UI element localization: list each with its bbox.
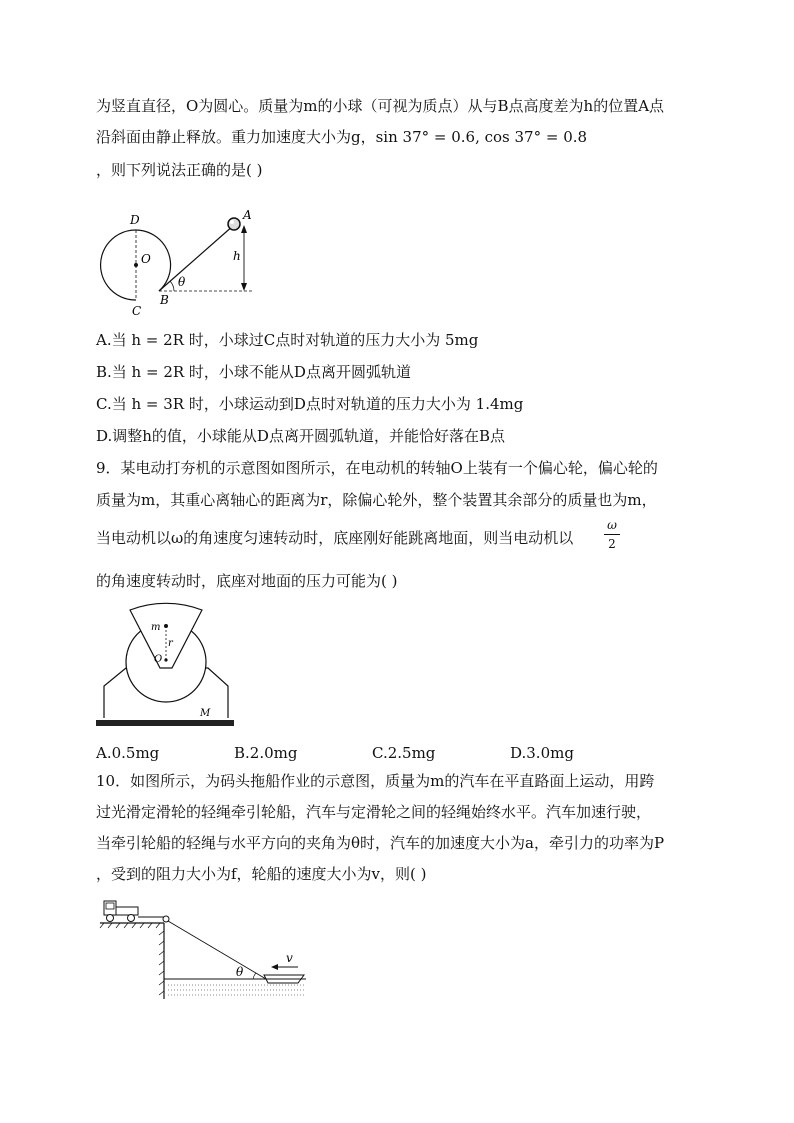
q9-line-1: 9．某电动打夯机的示意图如图所示，在电动机的转轴O上装有一个偏心轮，偏心轮的 [96,459,658,477]
q10-line-1: 10．如图所示，为码头拖船作业的示意图，质量为m的汽车在平直路面上运动，用跨 [96,772,655,790]
q9-fraction-numerator: ω [607,518,617,532]
q10-dock-hatch [100,923,160,928]
q9-line-3: 当电动机以ω的角速度匀速转动时，底座刚好能跳离地面，则当电动机以 [96,529,574,547]
q8-option-d: D.调整h的值，小球能从D点离开圆弧轨道，并能恰好落在B点 [96,427,505,445]
q9-option-c: C.2.5mg [372,744,436,762]
q9-line-2: 质量为m，其重心离轴心的距离为r，除偏心轮外，整个装置其余部分的质量也为m， [96,491,657,509]
q9-ground [96,720,234,726]
q8-center-dot [134,263,138,267]
q8-label-d: D [130,213,140,227]
q10-label-theta: θ [236,965,244,979]
q9-label-r: r [168,638,173,649]
q10-car [104,901,138,922]
q8-line-3: ，则下列说法正确的是( ) [96,161,263,179]
q10-line-3: 当牵引轮船的轻绳与水平方向的夹角为θ时，汽车的加速度大小为a，牵引力的功率为P [96,834,665,852]
q8-label-theta: θ [178,275,186,289]
q9-axis-dot [164,658,167,661]
q10-figure [98,895,310,1005]
q10-label-v: v [286,951,293,965]
q8-label-c: C [132,304,142,318]
q8-option-b: B.当 h = 2R 时，小球不能从D点离开圆弧轨道 [96,363,411,381]
q9-option-d: D.3.0mg [510,744,574,762]
q8-label-h: h [233,249,241,263]
q9-option-b: B.2.0mg [234,744,298,762]
q10-line-2: 过光滑定滑轮的轻绳牵引轮船，汽车与定滑轮之间的轻绳始终水平。汽车加速行驶， [96,803,652,821]
q8-ball [228,218,240,230]
q9-fraction [604,518,620,551]
q8-label-b: B [160,293,169,307]
q9-line-4: 的角速度转动时，底座对地面的压力可能为( ) [96,572,398,590]
q9-label-m: m [151,622,161,633]
q8-line-1: 为竖直直径，O为圆心。质量为m的小球（可视为质点）从与B点高度差为h的位置A点 [96,97,665,115]
q8-option-c: C.当 h = 3R 时，小球运动到D点时对轨道的压力大小为 1.4mg [96,395,524,413]
q10-inclined-rope [168,921,266,979]
q8-line-2: 沿斜面由静止释放。重力加速度大小为g，sin 37° = 0.6, cos 37° = 0.8 [96,128,588,146]
q9-fraction-denominator: 2 [608,537,616,551]
q8-label-a: A [243,208,252,222]
q9-figure [96,600,238,735]
q9-label-m-base: M [200,708,211,719]
q8-figure [96,205,266,320]
q8-option-a: A.当 h = 2R 时，小球过C点时对轨道的压力大小为 5mg [96,331,479,349]
q8-label-o: O [141,252,151,266]
q9-option-a: A.0.5mg [96,744,160,762]
q10-water-dots [168,985,306,995]
q9-label-o: O [154,654,163,665]
q10-line-4: ，受到的阻力大小为f，轮船的速度大小为v，则( ) [96,865,427,883]
